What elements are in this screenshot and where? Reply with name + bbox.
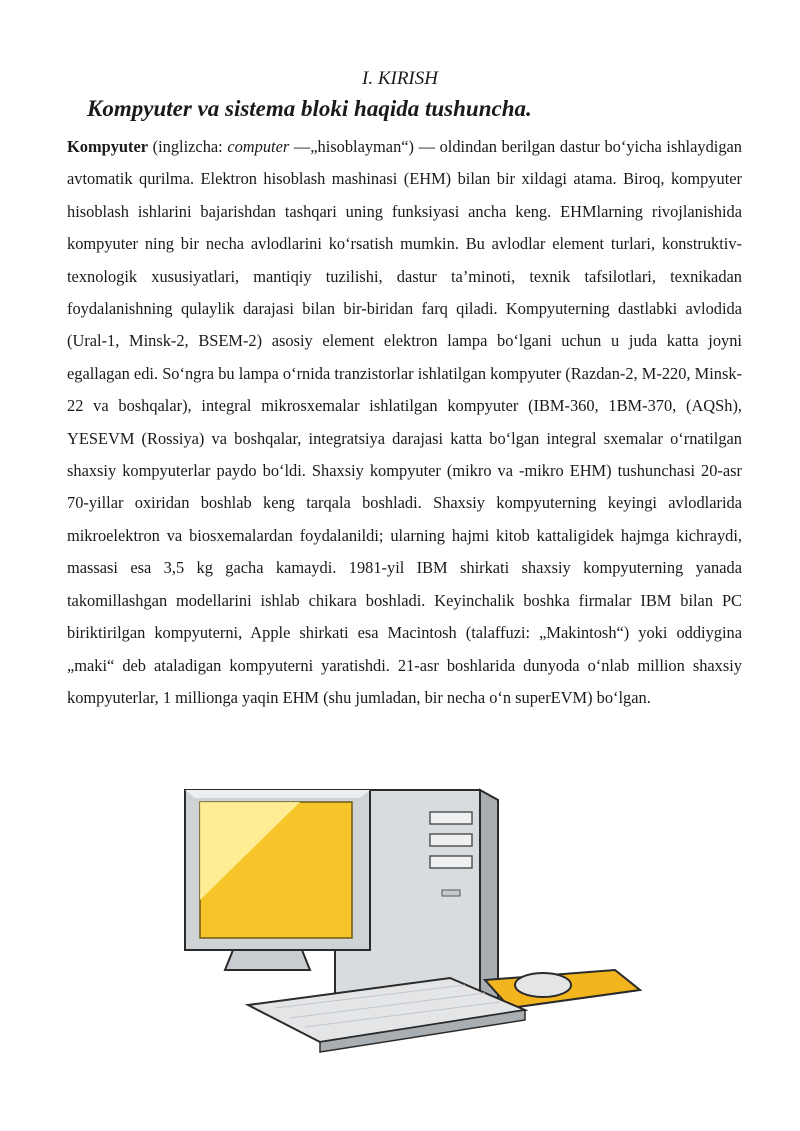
section-heading: I. KIRISH	[362, 68, 438, 89]
sub-heading: Kompyuter va sistema bloki haqida tushuncha.	[87, 96, 532, 121]
term-kompyuter: Kompyuter	[67, 137, 149, 156]
english-prefix: (inglizcha:	[148, 137, 228, 156]
english-word: computer	[227, 137, 290, 156]
paragraph-remainder: —„hisoblayman“) — oldindan berilgan dastur bo‘yicha ishlaydigan avtomatik qurilma. Elektron hisoblash mashinasi (EHM) bilan bir xildagi atama. Biroq, kompyuter hisoblash ishlarini bajarishdan tashqari uning funksiyasi ancha keng. EHMlarning rivojlanishida kompyuter ning bir necha avlodlarini ko‘rsatish mumkin. Bu avlodlar element turlari, konstruktiv-texnologik xususiyatlari, mantiqiy tuzilishi, dastur ta’minoti, texnik tafsilotlari, texnikadan foydalanishning qulaylik darajasi bilan bir-biridan farq qiladi. Kompyuterning dastlabki avlodida (Ural-1, Minsk-2, BSEM-2) asosiy element elektron lampa bo‘lgani uchun u juda katta joyni egallagan edi. So‘ngra bu lampa o‘rnida tranzistorlar ishlatilgan kompyuter (Razdan-2, M-220, Minsk-22 va boshqalar), integral mikrosxemalar ishlatilgan kompyuter (IBM-360, 1BM-370, (AQSh), YESEVM (Rossiya) va boshqalar, integratsiya darajasi katta bo‘lgan integral sxemalar o‘rnatilgan shaxsiy kompyuterlar paydo bo‘ldi. Shaxsiy kompyuter (mikro va -mikro EHM) tushunchasi 20-asr 70-yillar oxiridan boshlab keng tarqala boshladi. Shaxsiy kompyuterning keyingi avlodlarida mikroelektron va biosxemalardan foydalanildi; ularning hajmi kitob kattaligidek hajmga kichraydi, massasi esa 3,5 kg gacha kamaydi. 1981-yil IBM shirkati shaxsiy kompyuterning yanada takomillashgan modellarini ishlab chikara boshladi. Keyinchalik boshka firmalar IBM bilan PC biriktirilgan kompyuterni, Apple shirkati esa Macintosh (talaffuzi: „Makintosh“) yoki oddiygina „maki“ deb ataladigan kompyuterni yaratishdi. 21-asr boshlarida dunyoda o‘nlab million shaxsiy kompyuterlar, 1 millionga yaqin EHM (shu jumladan, bir necha o‘n superEVM) bo‘lgan.	[67, 137, 742, 707]
desktop-computer-icon	[180, 780, 650, 1060]
body-paragraph	[67, 131, 742, 714]
